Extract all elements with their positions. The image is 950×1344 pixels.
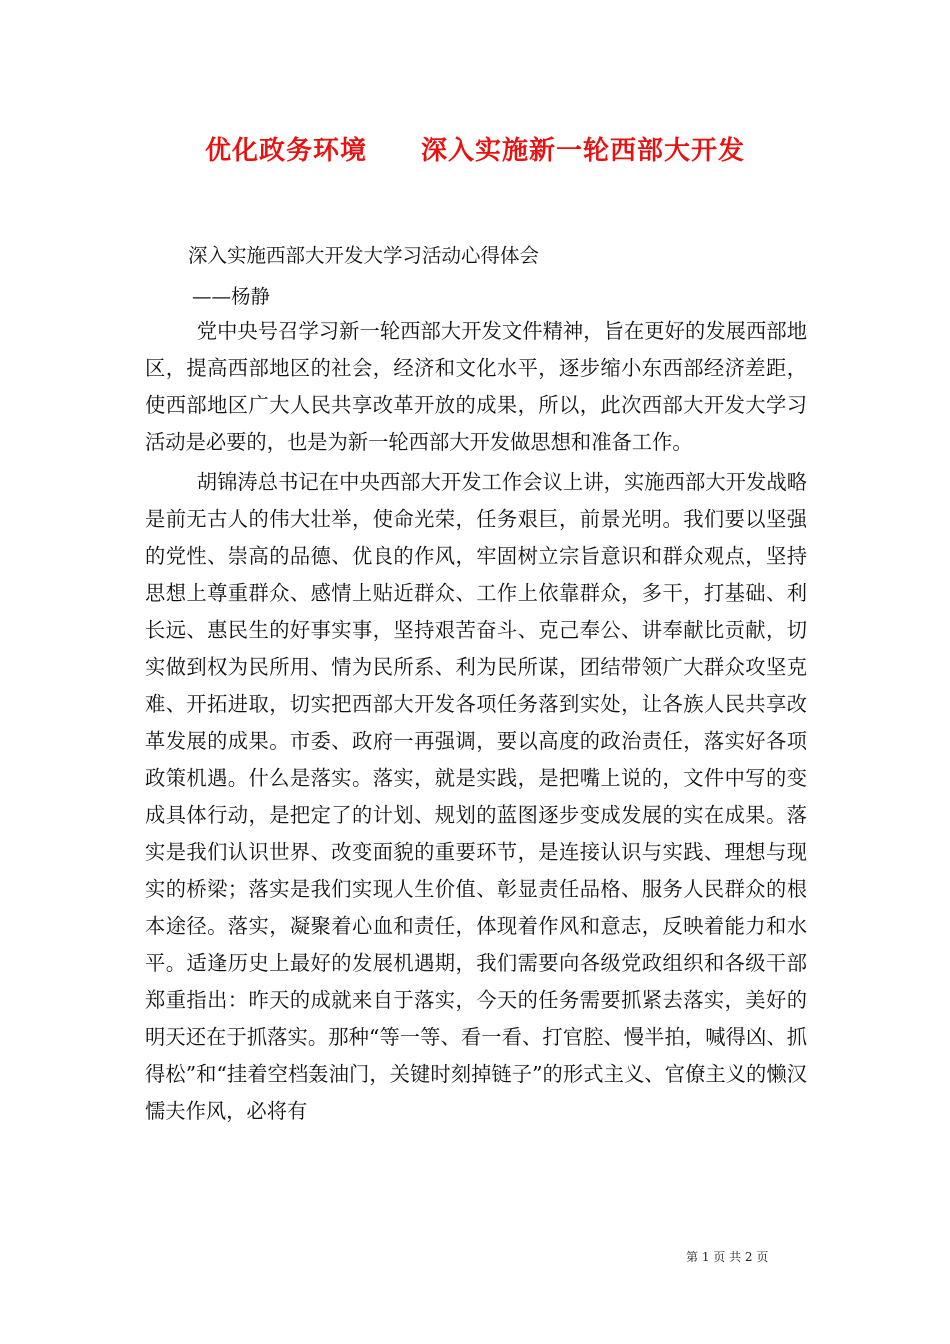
page-number-footer: 第 1 页 共 2 页 bbox=[686, 1250, 769, 1264]
document-body bbox=[145, 313, 807, 1130]
document-title: 优化政务环境 深入实施新一轮西部大开发 bbox=[204, 136, 745, 166]
body-paragraph: 胡锦涛总书记在中央西部大开发工作会议上讲，实施西部大开发战略是前无古人的伟大壮举，使命光荣，任务艰巨，前景光明。我们要以坚强的党性、崇高的品德、优良的作风，牢固树立宗旨意识和群众观点，坚持思想上尊重群众、感情上贴近群众、工作上依靠群众，多干，打基础、利长远、惠民生的好事实事，坚持艰苦奋斗、克己奉公、讲奉献比贡献，切实做到权为民所用、情为民所系、利为民所谋，团结带领广大群众攻坚克难、开拓进取，切实把西部大开发各项任务落到实处，让各族人民共享改革发展的成果。市委、政府一再强调，要以高度的政治责任，落实好各项政策机遇。什么是落实。落实，就是实践，是把嘴上说的，文件中写的变成具体行动，是把定了的计划、规划的蓝图逐步变成发展的实在成果。落实是我们认识世界、改变面貌的重要环节，是连接认识与实践、理想与现实的桥梁；落实是我们实现人生价值、彰显责任品格、服务人民群众的根本途径。落实，凝聚着心血和责任，体现着作风和意志，反映着能力和水平。适逢历史上最好的发展机遇期，我们需要向各级党政组织和各级干部郑重指出：昨天的成就来自于落实，今天的任务需要抓紧去落实，美好的明天还在于抓落实。那种“等一等、看一看、打官腔、慢半拍，喊得凶、抓得松”和“挂着空档轰油门，关键时刻掉链子”的形式主义、官僚主义的懒汉懦夫作风，必将有 bbox=[145, 470, 807, 1123]
document-subtitle: 深入实施西部大开发大学习活动心得体会 bbox=[188, 244, 540, 267]
document-author: ——杨静 bbox=[192, 285, 271, 308]
body-paragraph: 党中央号召学习新一轮西部大开发文件精神，旨在更好的发展西部地区，提高西部地区的社会，经济和文化水平，逐步缩小东西部经济差距，使西部地区广大人民共享改革开放的成果，所以，此次西部大开发大学习活动是必要的，也是为新一轮西部大开发做思想和准备工作。 bbox=[145, 319, 807, 454]
